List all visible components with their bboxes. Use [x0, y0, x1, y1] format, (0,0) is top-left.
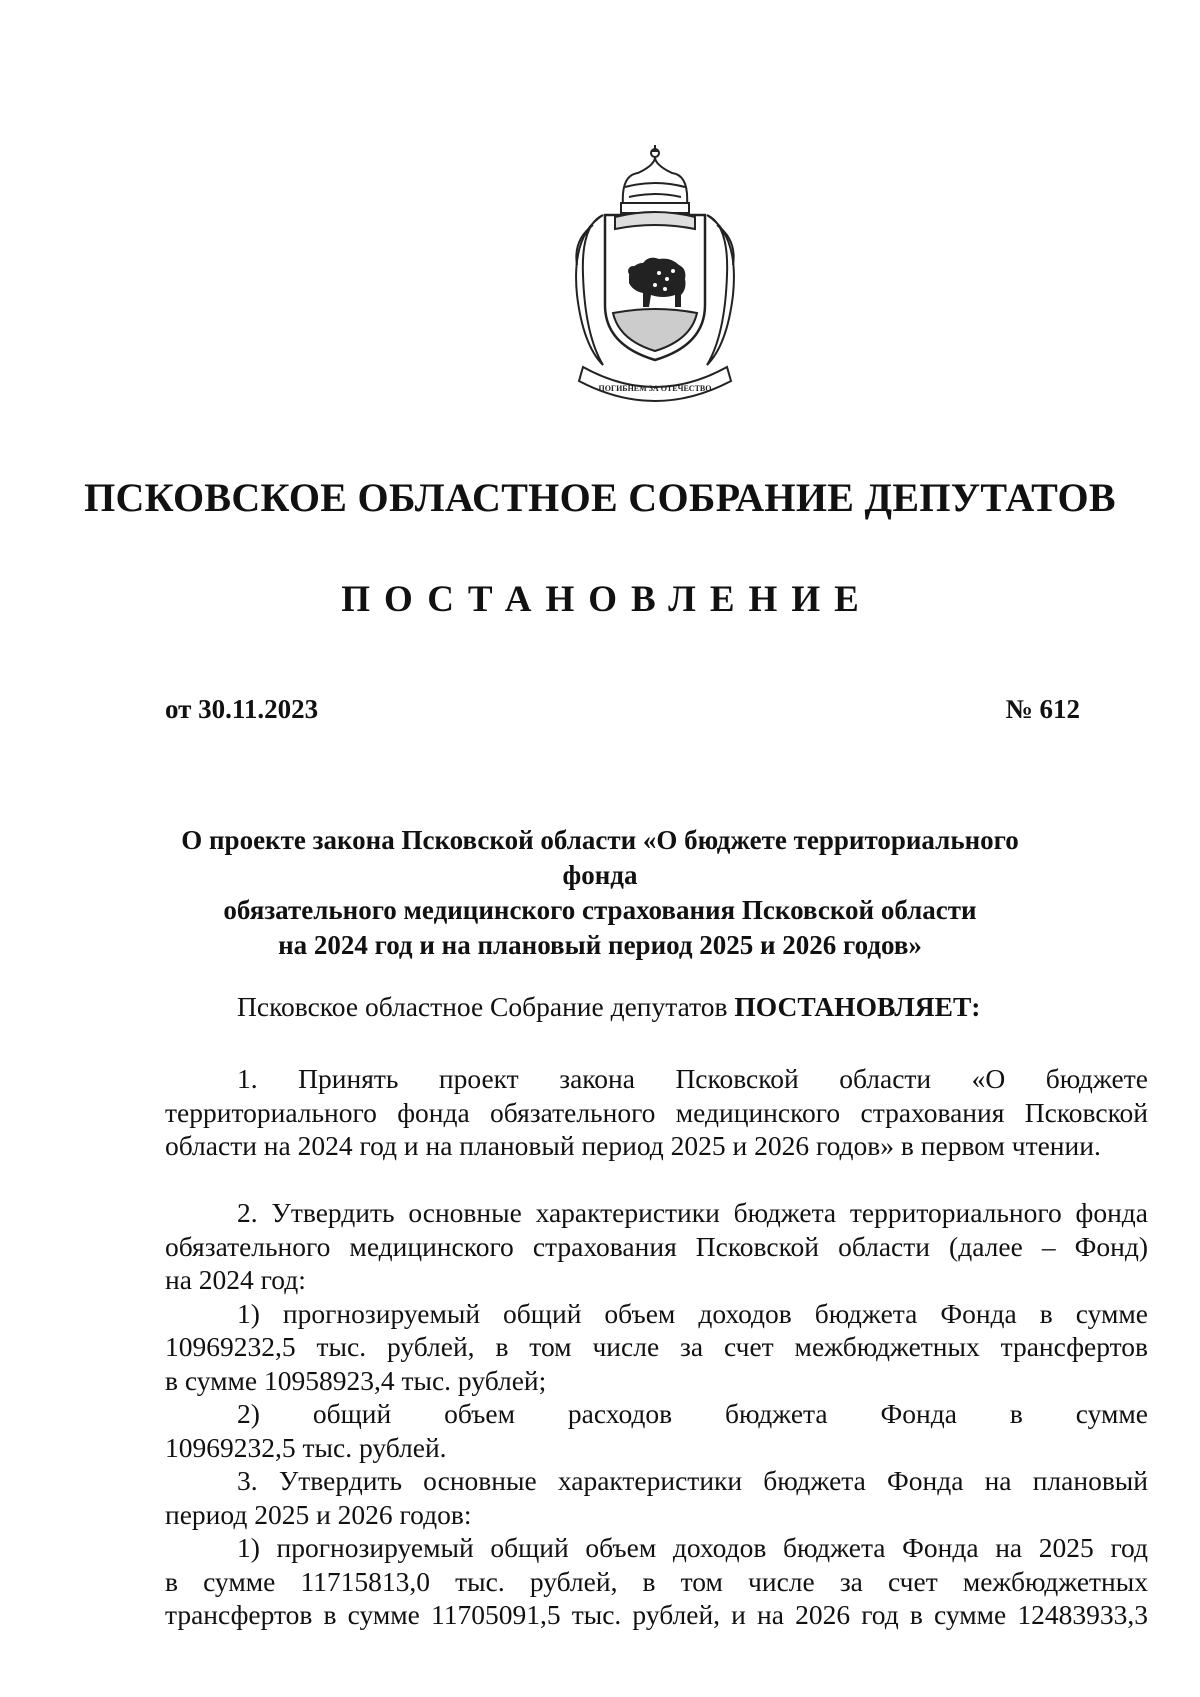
preamble — [165, 990, 1148, 1024]
paragraph-line: 2. Утвердить основные характеристики бюджета территориального фонда — [237, 1197, 1148, 1228]
paragraph-line: 1) прогнозируемый общий объем доходов бюджета Фонда в сумме — [237, 1297, 1148, 1329]
paragraph-line: 10969232,5 тыс. рублей. — [165, 1431, 447, 1463]
subject-line: обязательного медицинского страхования Псковской области — [223, 895, 977, 925]
paragraph-line: области на 2024 год и на плановый период 2025 и 2026 годов» в первом чтении. — [165, 1130, 1101, 1161]
document-subject — [150, 823, 1050, 963]
paragraph-line: на 2024 год: — [165, 1264, 306, 1295]
paragraph-line: в сумме 11715813,0 тыс. рублей, в том числе за счет межбюджетных — [165, 1565, 1148, 1597]
paragraph-line: территориального фонда обязательного медицинского страхования Псковской — [165, 1096, 1148, 1128]
paragraph-line: 10969232,5 тыс. рублей, в том числе за счет межбюджетных трансфертов — [165, 1331, 1148, 1362]
document-type: ПОСТАНОВЛЕНИЕ — [341, 579, 873, 620]
paragraph-1 — [165, 1062, 1148, 1163]
paragraph-line: в сумме 10958923,4 тыс. рублей; — [165, 1364, 547, 1396]
motto-text: ПОГИБНЕМ ЗА ОТЕЧЕСТВО — [598, 384, 712, 393]
pskov-coat-of-arms-icon — [563, 145, 747, 403]
paragraph-2 — [165, 1196, 1148, 1632]
preamble-text: Псковское областное Собрание депутатов — [237, 991, 735, 1022]
document-date: от 30.11.2023 — [165, 694, 319, 724]
subject-line: на 2024 год и на плановый период 2025 и 2026 годов» — [278, 930, 922, 960]
paragraph-line: 1) прогнозируемый общий объем доходов бюджета Фонда на 2025 год — [237, 1532, 1148, 1563]
paragraph-line: трансфертов в сумме 11705091,5 тыс. рублей, и на 2026 год в сумме 12483933,3 — [165, 1599, 1148, 1630]
paragraph-line: 3. Утвердить основные характеристики бюджета Фонда на плановый — [237, 1465, 1148, 1496]
paragraph-line: период 2025 и 2026 годов: — [165, 1498, 472, 1530]
paragraph-line: 1. Принять проект закона Псковской области «О бюджете — [237, 1063, 1148, 1094]
preamble-resolve: ПОСТАНОВЛЯЕТ: — [734, 991, 981, 1022]
paragraph-line: 2) общий объем расходов бюджета Фонда в сумме — [237, 1398, 1148, 1429]
paragraph-line: обязательного медицинского страхования Псковской области (далее – Фонд) — [165, 1230, 1148, 1262]
subject-line: О проекте закона Псковской области «О бюджете территориального фонда — [181, 825, 1019, 890]
document-number: № 612 — [1005, 694, 1080, 724]
organization-title: ПСКОВСКОЕ ОБЛАСТНОЕ СОБРАНИЕ ДЕПУТАТОВ — [84, 475, 1116, 520]
